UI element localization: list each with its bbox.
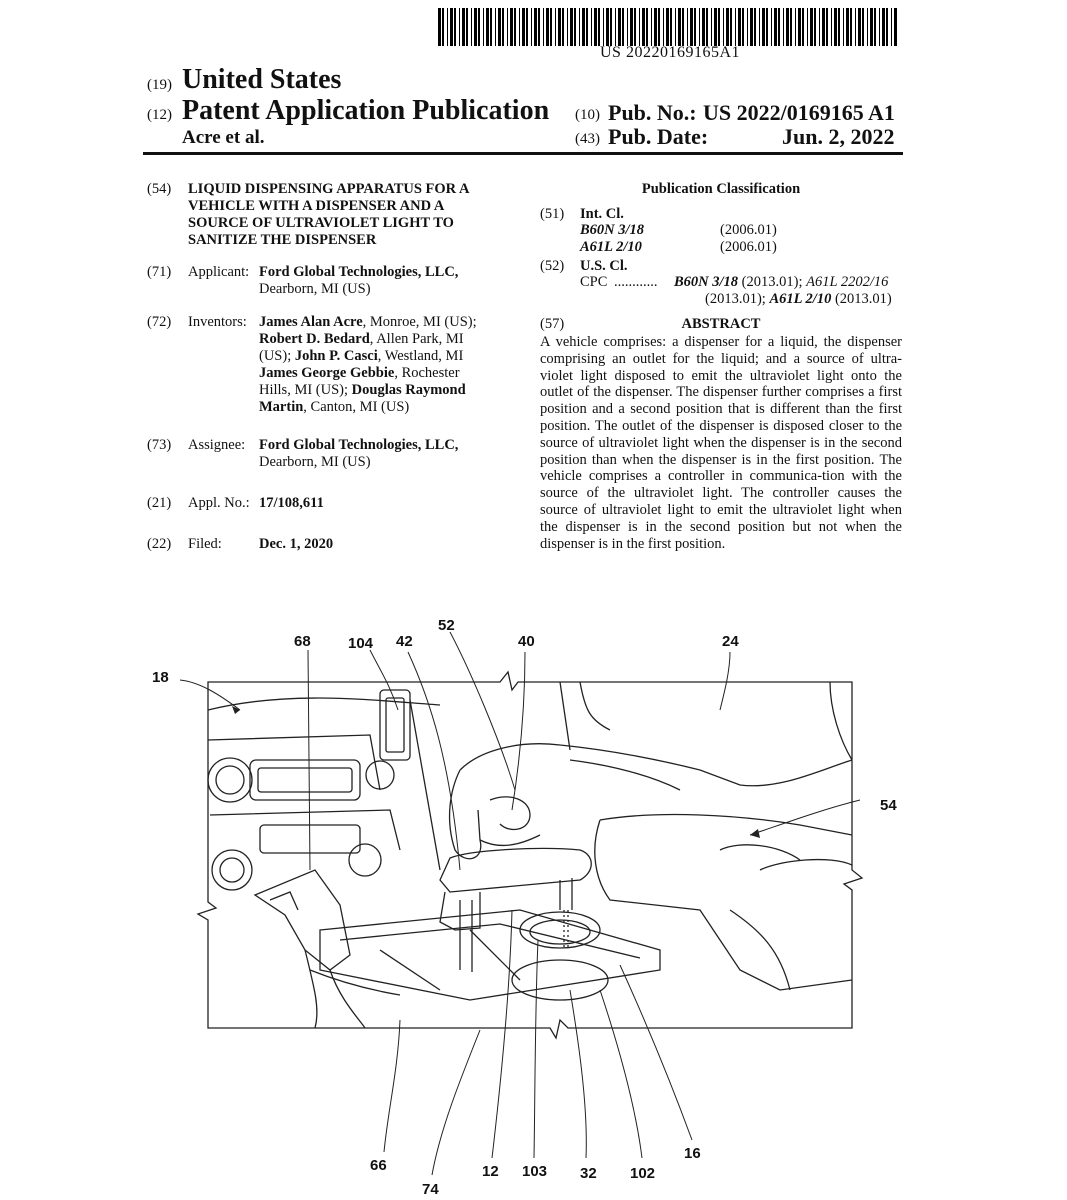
- barcode-bar: [642, 8, 645, 46]
- barcode-bar: [742, 8, 744, 46]
- barcode-bar: [450, 8, 453, 46]
- title-line: LIQUID DISPENSING APPARATUS FOR A: [188, 181, 470, 197]
- cpc-version: (2013.01): [831, 291, 892, 307]
- ref-16: 16: [684, 1145, 701, 1162]
- applicant-label: Applicant:: [188, 264, 250, 280]
- code-12: (12): [147, 107, 172, 123]
- barcode-bar: [654, 8, 657, 46]
- barcode-bar: [498, 8, 501, 46]
- code-43: (43): [575, 131, 600, 147]
- pub-class-heading: Publication Classification: [641, 181, 801, 197]
- barcode-bar: [502, 8, 504, 46]
- cpc-label: CPC: [580, 274, 608, 290]
- barcode-bar: [874, 8, 876, 46]
- barcode-bar: [711, 8, 712, 46]
- barcode-bar: [598, 8, 600, 46]
- ref-32: 32: [580, 1165, 597, 1182]
- barcode-bar: [870, 8, 873, 46]
- barcode-bar: [714, 8, 717, 46]
- barcode-bar: [606, 8, 609, 46]
- barcode-bar: [526, 8, 528, 46]
- barcode-bar: [618, 8, 621, 46]
- intcl-label: Int. Cl.: [580, 206, 624, 222]
- barcode-bar: [646, 8, 648, 46]
- barcode-bar: [834, 8, 837, 46]
- intcl-version: (2006.01): [720, 222, 777, 238]
- barcode-bar: [886, 8, 888, 46]
- barcode-bar: [615, 8, 616, 46]
- intcl-class: A61L 2/10: [580, 239, 642, 255]
- barcode-bar: [594, 8, 597, 46]
- barcode-bar: [786, 8, 789, 46]
- barcode-bar: [810, 8, 813, 46]
- barcode-bar: [490, 8, 492, 46]
- cpc-class: A61L 2/10: [769, 291, 832, 307]
- barcode-bar: [651, 8, 652, 46]
- ref-24: 24: [722, 633, 739, 650]
- barcode-bar: [486, 8, 489, 46]
- barcode-bar: [867, 8, 868, 46]
- appl-label: Appl. No.:: [188, 495, 250, 511]
- barcode-bar: [550, 8, 552, 46]
- barcode-bar: [762, 8, 765, 46]
- ref-102: 102: [630, 1165, 656, 1182]
- barcode-bar: [730, 8, 732, 46]
- barcode-bar: [894, 8, 897, 46]
- barcode-bar: [666, 8, 669, 46]
- ref-66: 66: [370, 1157, 387, 1174]
- inventor-location: , Rochester: [394, 365, 460, 381]
- barcode-bar: [471, 8, 472, 46]
- cpc-line-2: [705, 291, 892, 308]
- intcl-class: B60N 3/18: [580, 222, 645, 238]
- ref-103: 103: [522, 1163, 548, 1180]
- filed-code: (22): [147, 536, 172, 552]
- ref-74: 74: [422, 1181, 439, 1198]
- header-rule: [143, 152, 903, 155]
- barcode-bar: [534, 8, 537, 46]
- barcode-bar: [754, 8, 756, 46]
- barcode-bar: [522, 8, 525, 46]
- applicant-code: (71): [147, 264, 172, 280]
- barcode-bar: [478, 8, 480, 46]
- barcode-bar: [670, 8, 672, 46]
- inventor-name: James Alan Acre: [259, 314, 363, 330]
- uscl-label: U.S. Cl.: [580, 258, 628, 274]
- barcode-bar: [531, 8, 532, 46]
- ref-54: 54: [880, 797, 897, 814]
- barcode-bar: [639, 8, 640, 46]
- code-19: (19): [147, 77, 172, 93]
- cpc-version: (2013.01);: [705, 291, 770, 307]
- abstract-heading: ABSTRACT: [681, 316, 761, 332]
- barcode-bar: [546, 8, 549, 46]
- inventor-name: James George Gebbie: [259, 365, 395, 381]
- barcode-bar: [850, 8, 852, 46]
- barcode-bar: [738, 8, 741, 46]
- inventor-location: , Westland, MI: [377, 348, 464, 364]
- barcode-bar: [747, 8, 748, 46]
- assignee-label: Assignee:: [188, 437, 246, 453]
- barcode-bar: [586, 8, 588, 46]
- barcode-bar: [838, 8, 840, 46]
- barcode-bar: [462, 8, 465, 46]
- cpc-class: B60N 3/18: [674, 274, 739, 290]
- applicant-name: Ford Global Technologies, LLC,: [259, 264, 459, 280]
- barcode-bar: [766, 8, 768, 46]
- ref-52: 52: [438, 617, 455, 634]
- filed-label: Filed:: [188, 536, 222, 552]
- barcode-bar: [610, 8, 612, 46]
- barcode-bar: [570, 8, 573, 46]
- assignee-name: Ford Global Technologies, LLC,: [259, 437, 459, 453]
- barcode-bar: [663, 8, 664, 46]
- barcode-bar: [574, 8, 576, 46]
- appl-no: 17/108,611: [259, 495, 324, 511]
- barcode-bar: [519, 8, 520, 46]
- title-line: SANITIZE THE DISPENSER: [188, 232, 377, 248]
- barcode-bar: [630, 8, 633, 46]
- barcode-bar: [562, 8, 564, 46]
- inventor-name: Robert D. Bedard: [259, 331, 370, 347]
- barcode-bar: [582, 8, 585, 46]
- leader-lines: [180, 632, 860, 1175]
- inventor-name: Douglas Raymond: [351, 382, 466, 398]
- barcode-bar: [567, 8, 568, 46]
- uscl-code: (52): [540, 258, 565, 274]
- arrowheads: [232, 706, 760, 838]
- barcode-bar: [826, 8, 828, 46]
- assignee-location: Dearborn, MI (US): [259, 454, 371, 470]
- barcode-bar: [507, 8, 508, 46]
- barcode-bar: [627, 8, 628, 46]
- barcode-bar: [447, 8, 448, 46]
- barcode-bar: [675, 8, 676, 46]
- doc-type: Patent Application Publication: [182, 95, 550, 126]
- barcode-bar: [699, 8, 700, 46]
- barcode-bar: [862, 8, 864, 46]
- barcode-bar: [702, 8, 705, 46]
- barcode-bar: [882, 8, 885, 46]
- barcode-bar: [771, 8, 772, 46]
- barcode-bar: [783, 8, 784, 46]
- assignee-code: (73): [147, 437, 172, 453]
- barcode-bar: [543, 8, 544, 46]
- appl-code: (21): [147, 495, 172, 511]
- barcode-bar: [759, 8, 760, 46]
- figure-frame: [198, 672, 862, 1038]
- inventor-location: Hills, MI (US);: [259, 382, 352, 398]
- pub-date: Jun. 2, 2022: [782, 124, 895, 149]
- barcode-bar: [814, 8, 816, 46]
- barcode-bar: [726, 8, 729, 46]
- barcode-bar: [555, 8, 556, 46]
- inventor-location: , Monroe, MI (US);: [362, 314, 477, 330]
- barcode-bar: [579, 8, 580, 46]
- barcode-bar: [591, 8, 592, 46]
- inventors-code: (72): [147, 314, 172, 330]
- barcode: [438, 8, 900, 46]
- barcode-bar: [510, 8, 513, 46]
- cpc-line-1: [674, 274, 888, 291]
- abstract-code: (57): [540, 316, 565, 332]
- cpc-dots: ............: [614, 274, 658, 290]
- title-line: SOURCE OF ULTRAVIOLET LIGHT TO: [188, 215, 454, 231]
- ref-18: 18: [152, 669, 169, 686]
- code-10: (10): [575, 107, 600, 123]
- barcode-bar: [438, 8, 441, 46]
- barcode-bar: [774, 8, 777, 46]
- dashboard-drawing: [208, 682, 852, 1028]
- barcode-bar: [687, 8, 688, 46]
- inventor-location: (US);: [259, 348, 295, 364]
- barcode-bar: [634, 8, 636, 46]
- barcode-bar: [778, 8, 780, 46]
- inventor-location: , Allen Park, MI: [369, 331, 464, 347]
- ref-104: 104: [348, 635, 374, 652]
- barcode-bar: [622, 8, 624, 46]
- applicant: [259, 264, 458, 298]
- barcode-bar: [454, 8, 456, 46]
- barcode-bar: [466, 8, 468, 46]
- barcode-bar: [538, 8, 540, 46]
- barcode-bar: [855, 8, 856, 46]
- barcode-bar: [735, 8, 736, 46]
- cpc-version: (2013.01);: [738, 274, 807, 290]
- barcode-bar: [802, 8, 804, 46]
- barcode-number: US 20220169165A1: [600, 44, 741, 61]
- inventor-location: , Canton, MI (US): [303, 399, 410, 415]
- barcode-bar: [678, 8, 681, 46]
- barcode-bar: [822, 8, 825, 46]
- barcode-bar: [603, 8, 604, 46]
- barcode-bar: [795, 8, 796, 46]
- barcode-bar: [891, 8, 892, 46]
- title: [188, 181, 469, 249]
- barcode-bar: [514, 8, 516, 46]
- title-code: (54): [147, 181, 172, 197]
- barcode-bar: [858, 8, 861, 46]
- barcode-bar: [459, 8, 460, 46]
- barcode-bar: [807, 8, 808, 46]
- abstract-text: A vehicle comprises: a dispenser for a liquid, the dispenser comprising an outlet for the liquid; and a source of ultra-violet light disposed to emit the ultraviolet light onto the outlet of the dispenser. The dispenser further comprises a first position and a second position that is different than the first position. The outlet of the dispenser is disposed closer to the source of ultraviolet light when the dispenser is in the second position than when the dispenser is in the first position. The vehicle comprises a controller in communica-tion with the source of the ultraviolet light. The controller causes the source of ultraviolet light to emit the ultraviolet light when the dispenser is in the second position but not when the dispenser is in the first position.: [540, 334, 902, 552]
- barcode-bar: [690, 8, 693, 46]
- title-line: VEHICLE WITH A DISPENSER AND A: [188, 198, 445, 214]
- barcode-bar: [843, 8, 844, 46]
- barcode-bar: [831, 8, 832, 46]
- intcl-code: (51): [540, 206, 565, 222]
- barcode-bar: [442, 8, 444, 46]
- pub-date-label: Pub. Date:: [608, 124, 709, 149]
- patent-figure: [140, 610, 940, 1200]
- barcode-bar: [658, 8, 660, 46]
- assignee: [259, 437, 458, 471]
- barcode-bar: [495, 8, 496, 46]
- applicant-location: Dearborn, MI (US): [259, 281, 371, 297]
- barcode-bar: [706, 8, 708, 46]
- ref-12: 12: [482, 1163, 499, 1180]
- country: United States: [182, 64, 342, 95]
- pub-no: US 2022/0169165 A1: [703, 100, 895, 125]
- inventors: [259, 314, 514, 416]
- barcode-bar: [723, 8, 724, 46]
- intcl-version: (2006.01): [720, 239, 777, 255]
- authors: Acre et al.: [182, 127, 265, 148]
- inventors-label: Inventors:: [188, 314, 247, 330]
- barcode-bar: [750, 8, 753, 46]
- barcode-bar: [790, 8, 792, 46]
- barcode-bar: [718, 8, 720, 46]
- ref-68: 68: [294, 633, 311, 650]
- barcode-bar: [819, 8, 820, 46]
- barcode-bar: [682, 8, 684, 46]
- ref-40: 40: [518, 633, 535, 650]
- ref-42: 42: [396, 633, 413, 650]
- barcode-bar: [879, 8, 880, 46]
- barcode-bar: [474, 8, 477, 46]
- barcode-bar: [798, 8, 801, 46]
- inventor-name: Martin: [259, 399, 304, 415]
- barcode-bar: [558, 8, 561, 46]
- cpc-class: A61L 2202/16: [806, 274, 889, 290]
- barcode-bar: [846, 8, 849, 46]
- inventor-name: John P. Casci: [294, 348, 378, 364]
- barcode-bar: [483, 8, 484, 46]
- barcode-bar: [694, 8, 696, 46]
- filed-date: Dec. 1, 2020: [259, 536, 334, 552]
- pub-no-label: Pub. No.:: [608, 100, 697, 125]
